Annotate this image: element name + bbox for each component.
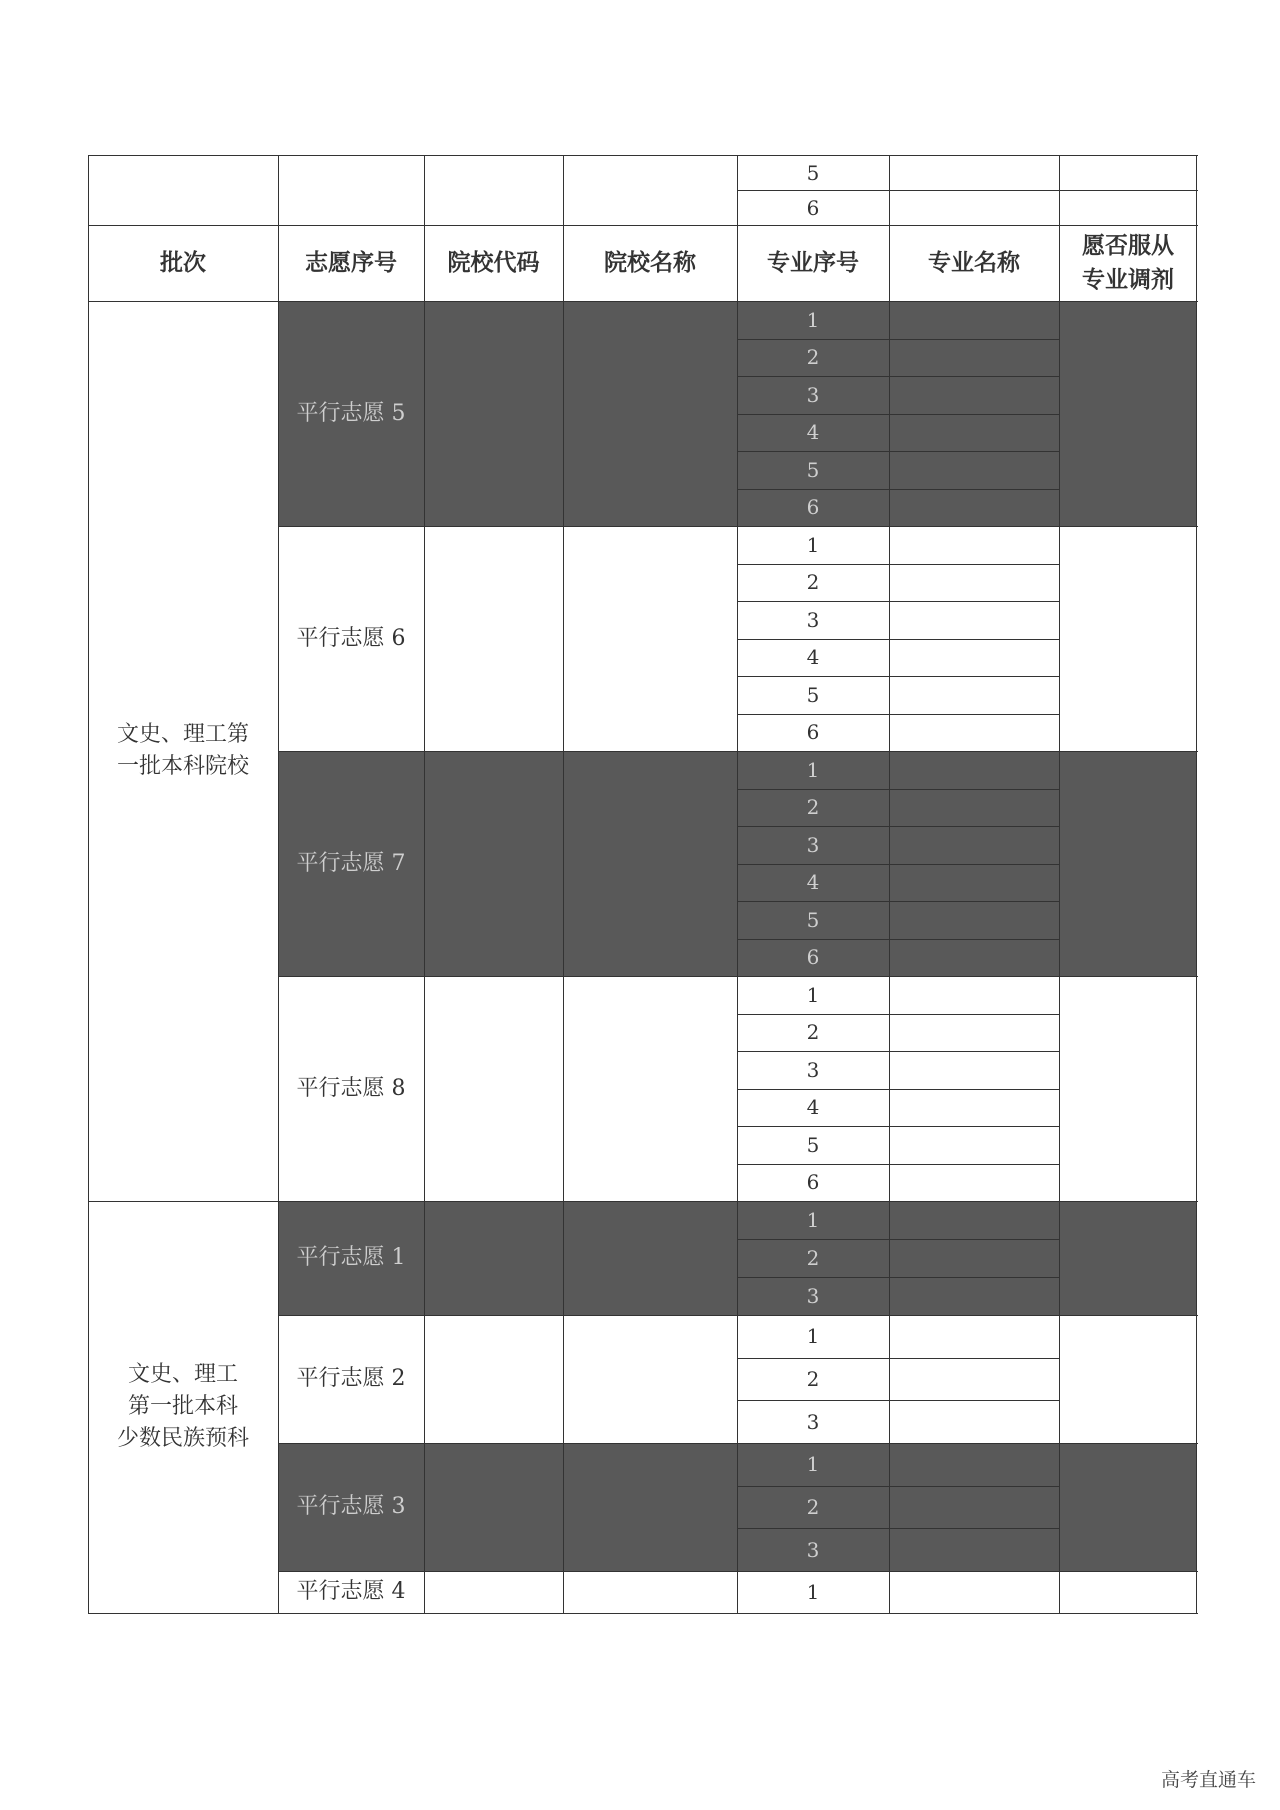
grid-line-h <box>737 1089 1060 1090</box>
major-name-field[interactable] <box>889 1358 1059 1401</box>
choice-label: 平行志愿 3 <box>296 1494 406 1519</box>
header-choice-number: 志愿序号 <box>305 250 397 276</box>
adjust-field[interactable] <box>1059 1443 1197 1571</box>
choice-label: 平行志愿 6 <box>296 625 406 651</box>
major-name-field[interactable] <box>889 1486 1059 1529</box>
grid-line-v <box>1196 155 1197 1614</box>
major-number: 1 <box>806 1452 820 1477</box>
watermark: 高考直通车 <box>1160 1769 1256 1791</box>
grid-line-h <box>737 564 1060 565</box>
header-major-number: 专业序号 <box>767 250 859 276</box>
grid-line-h <box>737 1164 1060 1165</box>
major-name-field[interactable] <box>889 714 1059 752</box>
major-number: 4 <box>806 1095 820 1120</box>
major-name-field[interactable] <box>889 1164 1059 1202</box>
header-batch: 批次 <box>160 250 206 276</box>
major-number: 3 <box>806 1537 820 1562</box>
grid-line-h <box>737 939 1060 940</box>
school-code-field[interactable] <box>424 1443 563 1571</box>
adjust-field[interactable] <box>1059 1571 1197 1613</box>
choice-label: 平行志愿 7 <box>296 850 406 876</box>
major-number: 3 <box>806 607 820 632</box>
grid-line-h <box>278 751 1198 752</box>
major-number: 3 <box>806 1409 820 1434</box>
major-number: 5 <box>806 682 820 707</box>
school-name-field[interactable] <box>563 1571 737 1613</box>
grid-line-h <box>737 1239 1060 1240</box>
choice-label: 平行志愿 5 <box>296 400 406 426</box>
school-name-field[interactable] <box>563 1443 737 1571</box>
adjust-field[interactable] <box>1059 526 1197 751</box>
school-code-field[interactable] <box>424 526 563 751</box>
grid-line-h <box>737 414 1060 415</box>
major-number: 1 <box>806 757 820 782</box>
school-code-field[interactable] <box>424 751 563 976</box>
major-number: 6 <box>806 720 820 745</box>
grid-line-h <box>737 1400 1060 1401</box>
major-name-field[interactable] <box>889 1089 1059 1127</box>
school-code-field[interactable] <box>424 976 563 1201</box>
batch-label: 文史、理工 第一批本科 少数民族预科 <box>116 1362 249 1451</box>
major-name-field[interactable] <box>889 789 1059 827</box>
grid-line-v <box>889 155 890 1614</box>
major-name-field[interactable] <box>889 939 1059 977</box>
major-name-field[interactable] <box>889 639 1059 677</box>
grid-line-h <box>737 451 1060 452</box>
major-name-field[interactable] <box>889 376 1059 414</box>
grid-line-h <box>88 301 1198 302</box>
header-school-name: 院校名称 <box>604 250 696 276</box>
grid-line-v <box>1059 155 1060 1614</box>
major-number: 5 <box>806 907 820 932</box>
major-number: 3 <box>806 382 820 407</box>
grid-line-h <box>737 714 1060 715</box>
major-number: 4 <box>806 420 820 445</box>
grid-line-h <box>737 826 1060 827</box>
grid-line-h <box>737 639 1060 640</box>
grid-line-h <box>737 789 1060 790</box>
grid-line-h <box>737 489 1060 490</box>
major-number: 6 <box>806 195 820 220</box>
major-number: 2 <box>806 1494 820 1519</box>
grid-line-h <box>737 901 1060 902</box>
grid-line-v <box>424 155 425 1614</box>
major-name-field[interactable] <box>889 826 1059 864</box>
major-number: 2 <box>806 1246 820 1270</box>
adjust-field[interactable] <box>1059 1201 1197 1315</box>
school-name-field[interactable] <box>563 301 737 526</box>
grid-line-h <box>737 676 1060 677</box>
choice-label: 平行志愿 4 <box>296 1579 406 1604</box>
major-name-field[interactable] <box>889 1201 1059 1239</box>
grid-line-h <box>278 1443 1198 1444</box>
major-name-field[interactable] <box>889 976 1059 1014</box>
major-number: 6 <box>806 495 820 520</box>
major-number: 3 <box>806 1284 820 1308</box>
grid-line-h <box>737 1126 1060 1127</box>
major-number: 2 <box>806 570 820 595</box>
header-school-code: 院校代码 <box>447 250 540 276</box>
major-number: 1 <box>806 532 820 557</box>
major-name-field[interactable] <box>889 414 1059 452</box>
major-number: 5 <box>806 457 820 482</box>
major-name-field[interactable] <box>889 751 1059 789</box>
major-number: 3 <box>806 1057 820 1082</box>
adjust-field[interactable] <box>1059 976 1197 1201</box>
major-number: 2 <box>806 345 820 370</box>
major-name-field[interactable] <box>889 155 1059 190</box>
header-major-name: 专业名称 <box>928 250 1020 276</box>
major-number: 1 <box>806 307 820 332</box>
major-name-field[interactable] <box>889 1277 1059 1315</box>
grid-line-h <box>88 225 1198 226</box>
grid-line-v <box>563 155 564 1614</box>
major-name-field[interactable] <box>889 1126 1059 1164</box>
major-number: 1 <box>806 982 820 1007</box>
school-name-field[interactable] <box>563 751 737 976</box>
major-name-field[interactable] <box>889 1051 1059 1089</box>
grid-line-h <box>88 1201 1198 1202</box>
grid-line-h <box>737 339 1060 340</box>
major-name-field[interactable] <box>889 901 1059 939</box>
major-number: 1 <box>806 1208 820 1232</box>
major-name-field[interactable] <box>889 601 1059 639</box>
school-code-field[interactable] <box>424 301 563 526</box>
major-name-field[interactable] <box>889 489 1059 527</box>
grid-line-h <box>278 526 1198 527</box>
major-number: 4 <box>806 870 820 895</box>
header-adjust: 愿否服从 专业调剂 <box>1082 233 1174 293</box>
major-name-field[interactable] <box>889 676 1059 714</box>
major-name-field[interactable] <box>889 301 1059 339</box>
major-name-field[interactable] <box>889 1315 1059 1358</box>
grid-line-h <box>737 864 1060 865</box>
adjust-field[interactable] <box>1059 155 1197 190</box>
grid-line-h <box>737 1051 1060 1052</box>
major-name-field[interactable] <box>889 1014 1059 1052</box>
choice-label: 平行志愿 8 <box>296 1075 406 1101</box>
adjust-field[interactable] <box>1059 751 1197 976</box>
grid-line-h <box>737 376 1060 377</box>
major-name-field[interactable] <box>889 451 1059 489</box>
school-name-field[interactable] <box>563 976 737 1201</box>
major-number: 1 <box>806 1324 820 1349</box>
major-name-field[interactable] <box>889 526 1059 564</box>
grid-line-h <box>88 1613 1198 1614</box>
grid-line-v <box>278 155 279 1614</box>
grid-line-v <box>88 155 89 1614</box>
school-name-field[interactable] <box>563 526 737 751</box>
adjust-field[interactable] <box>1059 1315 1197 1443</box>
major-name-field[interactable] <box>889 1400 1059 1443</box>
major-number: 5 <box>806 1132 820 1157</box>
adjust-field[interactable] <box>1059 190 1197 225</box>
major-number: 4 <box>806 645 820 670</box>
grid-line-h <box>278 1315 1198 1316</box>
school-name-field[interactable] <box>563 1315 737 1443</box>
grid-line-h <box>737 1528 1060 1529</box>
choice-label: 平行志愿 2 <box>296 1366 406 1391</box>
major-number: 3 <box>806 832 820 857</box>
major-name-field[interactable] <box>889 1528 1059 1571</box>
major-name-field[interactable] <box>889 1443 1059 1486</box>
grid-line-h <box>737 190 1198 191</box>
major-name-field[interactable] <box>889 190 1059 225</box>
school-code-field[interactable] <box>424 1201 563 1315</box>
grid-line-h <box>88 155 1198 156</box>
grid-line-h <box>737 1486 1060 1487</box>
application-form-table <box>88 155 1197 1621</box>
school-name-field[interactable] <box>563 1201 737 1315</box>
grid-line-h <box>278 976 1198 977</box>
school-code-field[interactable] <box>424 1315 563 1443</box>
batch-label: 文史、理工第 一批本科院校 <box>116 722 249 779</box>
major-name-field[interactable] <box>889 339 1059 377</box>
adjust-field[interactable] <box>1059 301 1197 526</box>
major-number: 5 <box>806 160 820 185</box>
grid-line-h <box>737 1358 1060 1359</box>
major-name-field[interactable] <box>889 864 1059 902</box>
major-name-field[interactable] <box>889 564 1059 602</box>
grid-line-h <box>737 601 1060 602</box>
major-number: 6 <box>806 945 820 970</box>
grid-line-v <box>737 155 738 1614</box>
major-number: 2 <box>806 795 820 820</box>
major-name-field[interactable] <box>889 1239 1059 1277</box>
major-number: 2 <box>806 1366 820 1391</box>
major-number: 1 <box>806 1580 820 1604</box>
grid-line-h <box>278 1571 1198 1572</box>
grid-line-h <box>737 1014 1060 1015</box>
choice-label: 平行志愿 1 <box>296 1245 406 1270</box>
major-number: 2 <box>806 1020 820 1045</box>
major-number: 6 <box>806 1170 820 1195</box>
grid-line-h <box>737 1277 1060 1278</box>
school-code-field[interactable] <box>424 1571 563 1613</box>
major-name-field[interactable] <box>889 1571 1059 1613</box>
